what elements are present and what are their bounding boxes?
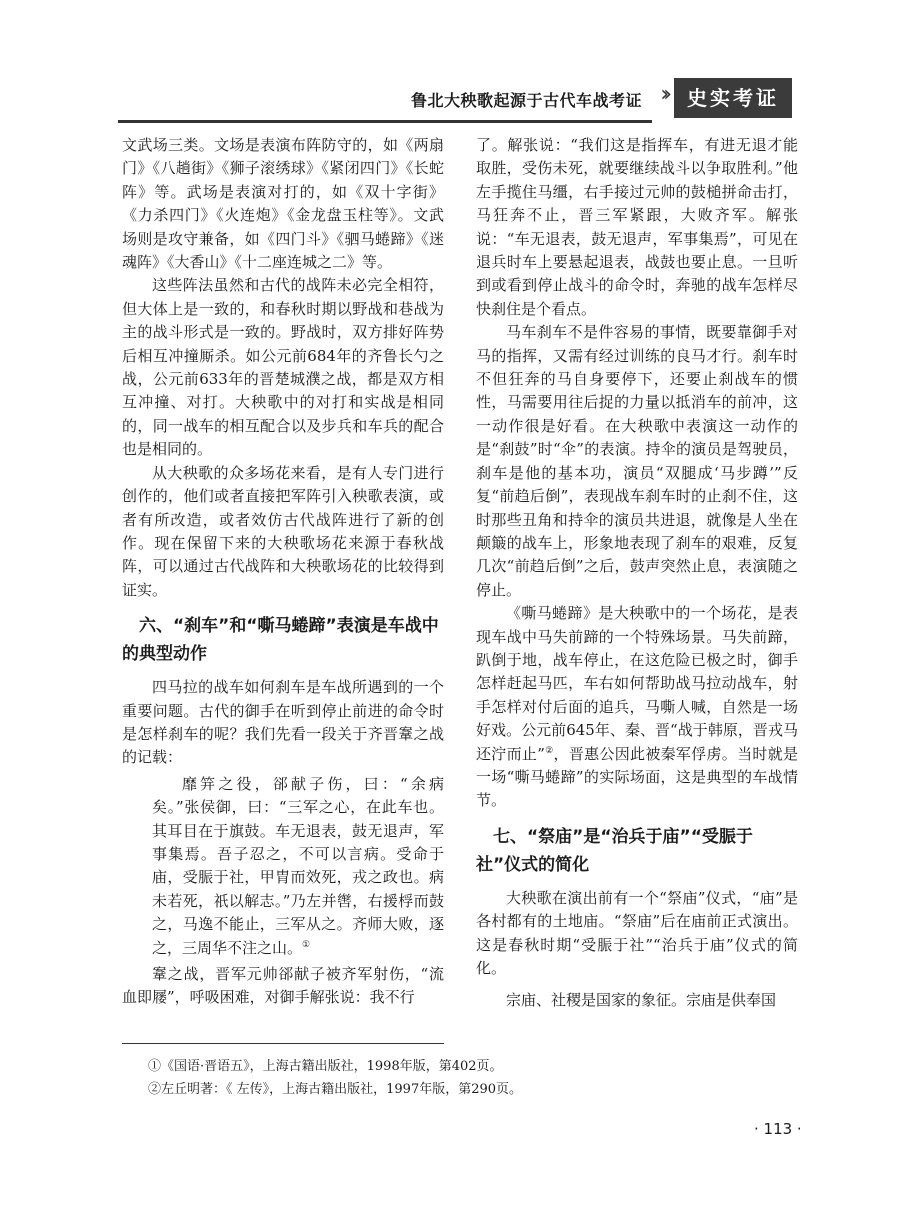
header-rule [118, 120, 652, 123]
page-number: · 113 · [754, 1120, 802, 1138]
paragraph: 了。解张说：“我们这是指挥车，有进无退才能取胜，受伤未死，就要继续战斗以争取胜利。”他左手揽住马缰，右手接过元帅的鼓槌拼命击打，马狂奔不止，晋三军紧跟，大败齐军。解张说：“车无退表，鼓无退声，军事集焉”，可见在退兵时车上要悬起退表，战鼓也要止息。一旦听到或看到停止战斗的命令时，奔驰的战车怎样尽快刹住是个看点。 [476, 136, 798, 318]
footnote-ref: ② [544, 745, 554, 756]
quote-text: 靡笄之役，郤献子伤，曰：“余病矣。”张侯御，曰：“三军之心，在此车也。其耳目在于旗鼓。车无退表，鼓无退声，军事集焉。吾子忍之，不可以言病。受命于庙，受脤于社，甲胄而效死，戎之政也。病未若死，祇以解志。”乃左并辔，右援桴而鼓之，马逸不能止，三军从之。齐师大败，逐之，三周华不注之山。 [152, 774, 444, 957]
left-column [122, 134, 444, 1010]
chevron-right-icon: ›› [660, 82, 666, 107]
paragraph: 从大秧歌的众多场花来看，是有人专门进行创作的，他们或者直接把军阵引入秧歌表演，或者有所改造，或者效仿古代战阵进行了新的创作。现在保留下来的大秧歌场花来源于春秋战阵，可以通过古代战阵和大秧歌场花的比较得到证实。 [122, 463, 444, 599]
block-quote [122, 773, 444, 960]
paragraph: 大秧歌在演出前有一个“祭庙”仪式，“庙”是各村都有的土地庙。“祭庙”后在庙前正式演出。这是春秋时期“受脤于社”“治兵于庙”仪式的简化。 [476, 888, 798, 977]
paragraph [476, 602, 798, 813]
footnote: ②左丘明著：《 左传》，上海古籍出版社，1997年版，第290页。 [148, 1082, 523, 1097]
section-heading: 七、“祭庙”是“治兵于庙”“受脤于社”仪式的简化 [476, 826, 753, 875]
paragraph-text: 《嘶马蜷蹄》是大秧歌中的一个场花，是表现车战中马失前蹄的一个特殊场景。马失前蹄，趴倒于地，战车停止，在这危险已极之时，御手怎样赶起马匹，车右如何帮助战马拉动战车，射手怎样对付后面的追兵，马嘶人喊，自然是一场好戏。公元前645年、秦、晋“战于韩原，晋戎马还泞而止” [476, 604, 798, 763]
footnote: ①《国语·晋语五》，上海古籍出版社，1998年版，第402页。 [148, 1059, 503, 1074]
right-column [476, 134, 798, 1013]
paragraph-text: ，晋惠公因此被秦军俘虏。当时就是一场“嘶马蜷蹄”的实际场面，这是典型的车战情节。 [476, 744, 798, 810]
section-heading: 六、“刹车”和“嘶马蜷蹄”表演是车战中的典型动作 [122, 616, 439, 665]
paragraph: 马车刹车不是件容易的事情，既要靠御手对马的指挥，又需有经过训练的良马才行。刹车时不但狂奔的马自身要停下，还要止刹战车的惯性，马需要用往后捉的力量以抵消车的前冲，这一动作很是好看。在大秧歌中表演这一动作的是“刹鼓”时“伞”的表演。持伞的演员是驾驶员，刹车是他的基本功，演员“双腿成‘马步蹲’”反复“前趋后倒”，表现战车刹车时的止刹不住，这时那些丑角和持伞的演员共进退，就像是人坐在颠簸的战车上，形象地表现了刹车的艰难，反复几次“前趋后倒”之后，鼓声突然止息，表演随之停止。 [476, 323, 798, 599]
paragraph: 宗庙、社稷是国家的象征。宗庙是供奉国 [506, 991, 777, 1010]
running-header [118, 78, 792, 122]
paragraph: 这些阵法虽然和古代的战阵未必完全相符，但大体上是一致的，和春秋时期以野战和巷战为主的战斗形式是一致的。野战时，双方排好阵势后相互冲撞厮杀。如公元前684年的齐鲁长勺之战，公元前633年的晋楚城濮之战，都是双方相互冲撞、对打。大秧歌中的对打和实战是相同的，同一战车的相互配合以及步兵和车兵的配合也是相同的。 [122, 276, 444, 459]
paragraph: 鞌之战，晋军元帅郤献子被齐军射伤，“流血即屦”，呼吸困难，对御手解张说：我不行 [122, 965, 444, 1007]
paragraph: 文武场三类。文场是表演布阵防守的，如《两扇门》《八趟街》《狮子滚绣球》《紧闭四门》《长蛇阵》等。武场是表演对打的，如《双十字街》《力杀四门》《火连炮》《金龙盘玉柱等》。文武场则是攻守兼备，如《四门斗》《驷马蜷蹄》《迷魂阵》《大香山》《十二座连城之二》等。 [122, 136, 444, 272]
journal-title: 鲁北大秧歌起源于古代车战考证 [410, 91, 642, 110]
footnote-ref: ① [302, 939, 311, 950]
section-tag: 史实考证 [674, 78, 792, 118]
paragraph: 四马拉的战车如何刹车是车战所遇到的一个重要问题。古代的御手在听到停止前进的命令时是怎样刹车的呢？我们先看一段关于齐晋鞌之战的记载： [122, 678, 444, 767]
footnotes [148, 1055, 748, 1101]
footnote-rule [122, 1043, 444, 1044]
